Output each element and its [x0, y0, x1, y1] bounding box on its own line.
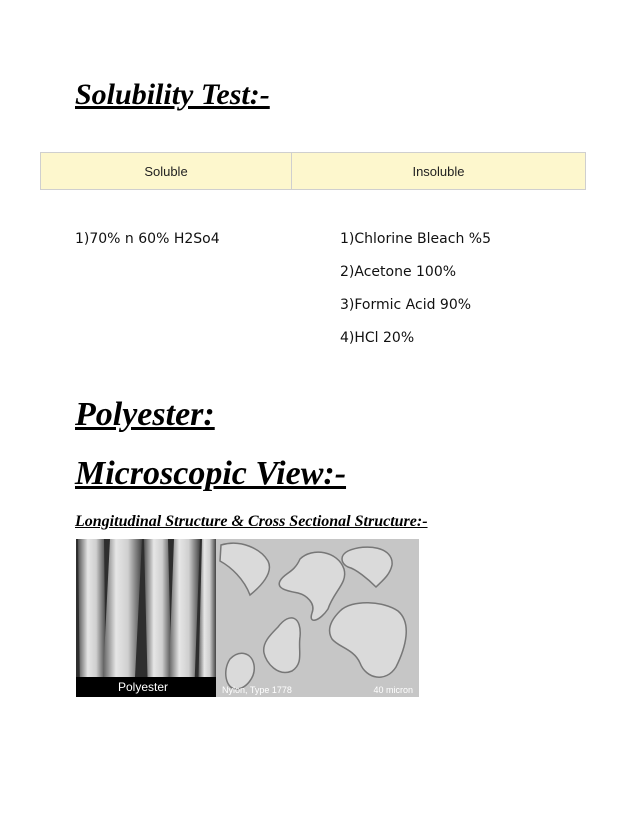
trilobal-cross-section-graphic	[216, 539, 419, 697]
list-item: 3)Formic Acid 90%	[340, 297, 472, 313]
list-item: 1)70% n 60% H2So4	[75, 231, 220, 247]
polyester-longitudinal-image	[76, 539, 216, 697]
structure-subheading: Longitudinal Structure & Cross Sectional Structure:-	[75, 513, 428, 530]
list-item: 1)Chlorine Bleach %5	[340, 231, 491, 247]
insoluble-list	[340, 231, 491, 363]
solubility-table	[40, 152, 586, 190]
polyester-image-caption: Polyester	[76, 677, 216, 697]
list-item: 4)HCl 20%	[340, 330, 415, 346]
polyester-heading: Polyester:	[75, 396, 215, 433]
cross-section-image	[216, 539, 419, 697]
microscopic-view-heading: Microscopic View:-	[75, 455, 347, 492]
scale-caption: 40 micron	[373, 685, 413, 695]
soluble-column-header: Soluble	[41, 153, 292, 190]
table-header-row	[41, 153, 586, 190]
cross-section-caption: Nylon, Type 1778	[222, 685, 292, 695]
soluble-list	[75, 231, 220, 264]
insoluble-column-header: Insoluble	[292, 153, 586, 190]
solubility-test-heading: Solubility Test:-	[75, 78, 270, 111]
polyester-fibers-graphic	[76, 539, 216, 697]
list-item: 2)Acetone 100%	[340, 264, 457, 280]
